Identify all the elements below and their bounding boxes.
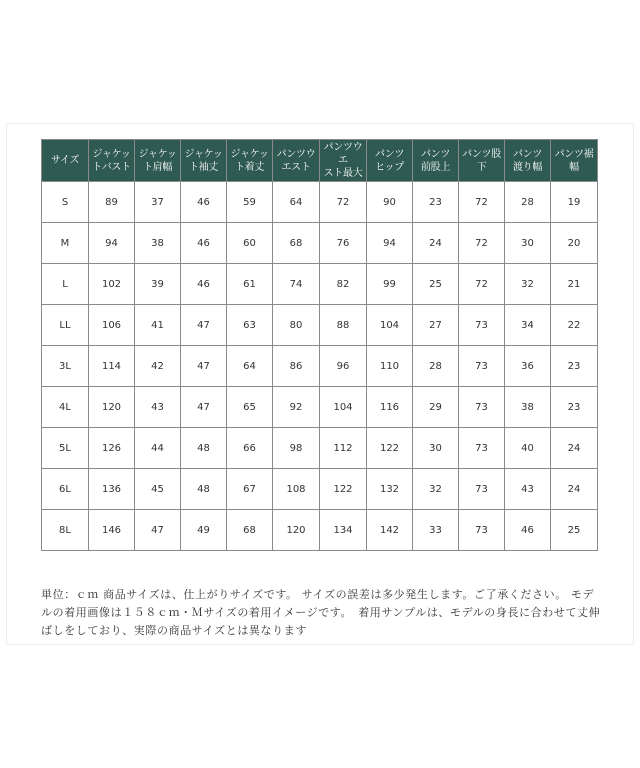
- measurement-cell: 32: [413, 469, 459, 510]
- measurement-cell: 25: [413, 264, 459, 305]
- measurement-cell: 114: [89, 346, 135, 387]
- size-label-cell: 4L: [42, 387, 89, 428]
- measurement-cell: 126: [89, 428, 135, 469]
- measurement-cell: 66: [227, 428, 273, 469]
- measurement-cell: 60: [227, 223, 273, 264]
- column-header-label: パンツ 渡り幅: [512, 148, 543, 173]
- column-header: [459, 140, 505, 182]
- measurement-cell: 46: [181, 182, 227, 223]
- measurement-cell: 42: [135, 346, 181, 387]
- measurement-cell: 106: [89, 305, 135, 346]
- measurement-cell: 86: [273, 346, 320, 387]
- measurement-cell: 72: [459, 264, 505, 305]
- measurement-cell: 27: [413, 305, 459, 346]
- measurement-cell: 48: [181, 469, 227, 510]
- measurement-cell: 96: [320, 346, 367, 387]
- measurement-cell: 23: [413, 182, 459, 223]
- measurement-cell: 59: [227, 182, 273, 223]
- measurement-cell: 73: [459, 305, 505, 346]
- column-header-label: パンツウエ スト最大: [323, 142, 363, 179]
- column-header: [89, 140, 135, 182]
- measurement-cell: 30: [413, 428, 459, 469]
- column-header-label: パンツ ヒップ: [374, 148, 405, 173]
- measurement-cell: 61: [227, 264, 273, 305]
- measurement-cell: 73: [459, 510, 505, 551]
- measurement-cell: 80: [273, 305, 320, 346]
- column-header: [320, 140, 367, 182]
- measurement-cell: 22: [551, 305, 598, 346]
- measurement-cell: 45: [135, 469, 181, 510]
- measurement-cell: 120: [273, 510, 320, 551]
- measurement-cell: 65: [227, 387, 273, 428]
- measurement-cell: 24: [551, 469, 598, 510]
- measurement-cell: 94: [367, 223, 413, 264]
- column-header-label: ジャケッ ト袖丈: [184, 148, 223, 173]
- measurement-cell: 102: [89, 264, 135, 305]
- measurement-cell: 94: [89, 223, 135, 264]
- measurement-cell: 64: [227, 346, 273, 387]
- measurement-cell: 116: [367, 387, 413, 428]
- column-header-label: パンツウ エスト: [276, 148, 316, 173]
- header-row: [42, 140, 598, 182]
- measurement-cell: 68: [273, 223, 320, 264]
- measurement-cell: 99: [367, 264, 413, 305]
- measurement-cell: 110: [367, 346, 413, 387]
- measurement-cell: 104: [367, 305, 413, 346]
- measurement-cell: 21: [551, 264, 598, 305]
- column-header: [227, 140, 273, 182]
- measurement-cell: 88: [320, 305, 367, 346]
- measurement-cell: 142: [367, 510, 413, 551]
- measurement-cell: 23: [551, 346, 598, 387]
- measurement-cell: 19: [551, 182, 598, 223]
- measurement-cell: 33: [413, 510, 459, 551]
- column-header: [413, 140, 459, 182]
- measurement-cell: 73: [459, 428, 505, 469]
- column-header-label: パンツ裾幅: [554, 148, 594, 173]
- column-header: [505, 140, 551, 182]
- measurement-cell: 38: [505, 387, 551, 428]
- size-label-cell: L: [42, 264, 89, 305]
- table-row: [42, 469, 598, 510]
- table-row: [42, 223, 598, 264]
- measurement-cell: 98: [273, 428, 320, 469]
- size-label-cell: 8L: [42, 510, 89, 551]
- measurement-cell: 30: [505, 223, 551, 264]
- size-label-cell: M: [42, 223, 89, 264]
- measurement-cell: 122: [320, 469, 367, 510]
- measurement-cell: 39: [135, 264, 181, 305]
- column-header-label: ジャケッ ト肩幅: [138, 148, 177, 173]
- size-label-cell: 3L: [42, 346, 89, 387]
- measurement-cell: 38: [135, 223, 181, 264]
- measurement-cell: 29: [413, 387, 459, 428]
- measurement-cell: 72: [459, 182, 505, 223]
- measurement-cell: 120: [89, 387, 135, 428]
- measurement-cell: 47: [181, 387, 227, 428]
- measurement-cell: 104: [320, 387, 367, 428]
- measurement-cell: 47: [181, 346, 227, 387]
- measurement-cell: 122: [367, 428, 413, 469]
- measurement-cell: 28: [505, 182, 551, 223]
- measurement-cell: 132: [367, 469, 413, 510]
- table-row: [42, 387, 598, 428]
- measurement-cell: 46: [181, 223, 227, 264]
- measurement-cell: 49: [181, 510, 227, 551]
- size-label-cell: 6L: [42, 469, 89, 510]
- size-label-cell: LL: [42, 305, 89, 346]
- measurement-cell: 74: [273, 264, 320, 305]
- measurement-cell: 89: [89, 182, 135, 223]
- table-row: [42, 305, 598, 346]
- measurement-cell: 73: [459, 469, 505, 510]
- measurement-cell: 34: [505, 305, 551, 346]
- measurement-cell: 108: [273, 469, 320, 510]
- column-header: [367, 140, 413, 182]
- column-header: [551, 140, 598, 182]
- measurement-cell: 20: [551, 223, 598, 264]
- column-header-label: パンツ股下: [462, 148, 501, 173]
- table-row: [42, 182, 598, 223]
- column-header-label: パンツ 前股上: [420, 148, 451, 173]
- measurement-cell: 136: [89, 469, 135, 510]
- measurement-cell: 41: [135, 305, 181, 346]
- measurement-cell: 24: [413, 223, 459, 264]
- column-header-label: サイズ: [50, 155, 80, 166]
- measurement-cell: 44: [135, 428, 181, 469]
- size-chart-table: [41, 139, 598, 551]
- measurement-cell: 72: [320, 182, 367, 223]
- measurement-cell: 146: [89, 510, 135, 551]
- measurement-cell: 24: [551, 428, 598, 469]
- measurement-cell: 28: [413, 346, 459, 387]
- measurement-cell: 92: [273, 387, 320, 428]
- size-note: 単位：ｃｍ 商品サイズは、仕上がりサイズです。 サイズの誤差は多少発生します。ご了承ください。 モデルの着用画像は１５８ｃｍ・Ｍサイズの着用イメージです。 着用サンプルは、モデルの身長に合わせて丈伸ばしをしており、実際の商品サイズとは異なります: [41, 588, 601, 637]
- measurement-cell: 32: [505, 264, 551, 305]
- measurement-cell: 25: [551, 510, 598, 551]
- column-header: [181, 140, 227, 182]
- measurement-cell: 112: [320, 428, 367, 469]
- table-body: [42, 182, 598, 551]
- table-row: [42, 264, 598, 305]
- column-header-label: ジャケッ トバスト: [92, 148, 131, 173]
- measurement-cell: 134: [320, 510, 367, 551]
- measurement-cell: 36: [505, 346, 551, 387]
- column-header: [273, 140, 320, 182]
- table-row: [42, 510, 598, 551]
- measurement-cell: 47: [181, 305, 227, 346]
- table-row: [42, 428, 598, 469]
- measurement-cell: 43: [505, 469, 551, 510]
- measurement-cell: 90: [367, 182, 413, 223]
- table-row: [42, 346, 598, 387]
- measurement-cell: 64: [273, 182, 320, 223]
- measurement-cell: 72: [459, 223, 505, 264]
- measurement-cell: 73: [459, 387, 505, 428]
- measurement-cell: 76: [320, 223, 367, 264]
- measurement-cell: 63: [227, 305, 273, 346]
- size-label-cell: 5L: [42, 428, 89, 469]
- measurement-cell: 73: [459, 346, 505, 387]
- measurement-cell: 46: [181, 264, 227, 305]
- measurement-cell: 82: [320, 264, 367, 305]
- measurement-cell: 47: [135, 510, 181, 551]
- size-label-cell: S: [42, 182, 89, 223]
- column-header-label: ジャケッ ト着丈: [230, 148, 269, 173]
- measurement-cell: 43: [135, 387, 181, 428]
- measurement-cell: 37: [135, 182, 181, 223]
- measurement-cell: 40: [505, 428, 551, 469]
- column-header: [42, 140, 89, 182]
- measurement-cell: 67: [227, 469, 273, 510]
- measurement-cell: 46: [505, 510, 551, 551]
- column-header: [135, 140, 181, 182]
- measurement-cell: 68: [227, 510, 273, 551]
- measurement-cell: 23: [551, 387, 598, 428]
- measurement-cell: 48: [181, 428, 227, 469]
